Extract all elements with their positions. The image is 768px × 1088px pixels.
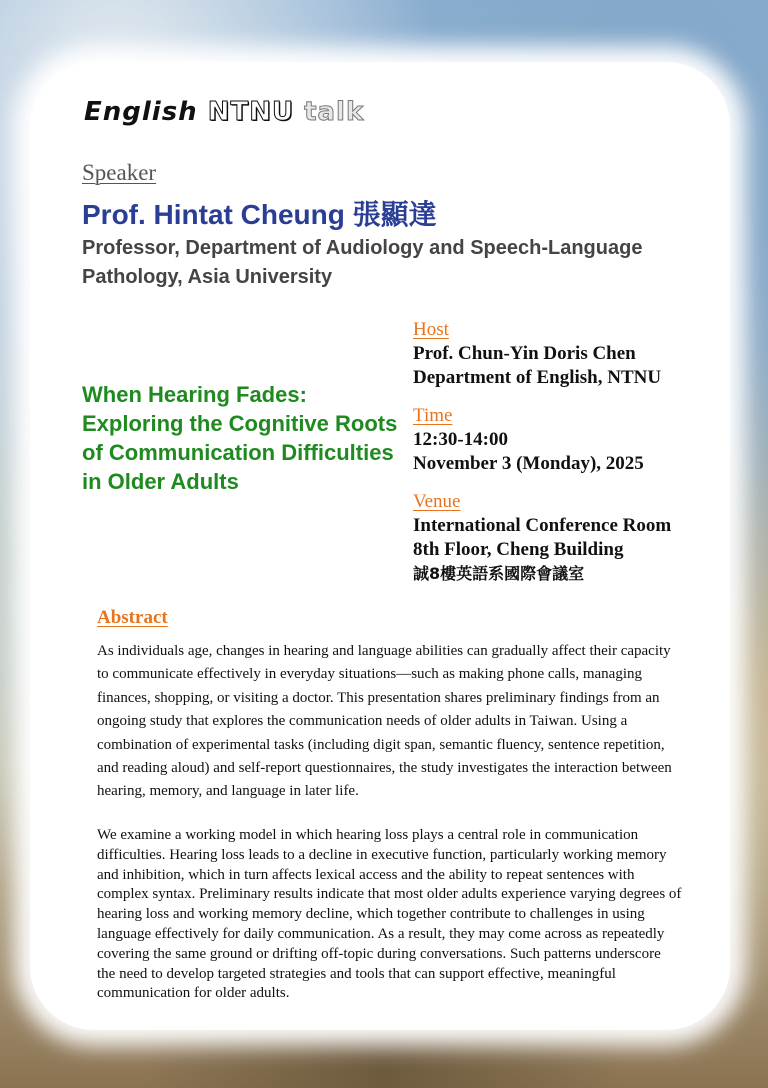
series-logo: [84, 94, 364, 130]
abstract-paragraph-1: As individuals age, changes in hearing and language abilities can gradually affect their capacity to communicate effectively in everyday situations—such as making phone calls, managing finances, shopping, or visiting a doctor. This presentation shares preliminary findings from an ongoing study that explores the communication needs of older adults in Taiwan. Using a combination of experimental tasks (including digit span, semantic fluency, sentence repetition, and reading aloud) and self-report questionnaires, the study investigates the interaction between hearing, memory, and language in later life.: [97, 643, 672, 800]
logo-talk: talk: [304, 97, 365, 127]
venue-label: Venue: [413, 491, 461, 512]
host-label: Host: [413, 319, 449, 340]
host-name: Prof. Chun-Yin Doris Chen: [413, 343, 636, 364]
venue-chinese: 誠8樓英語系國際會議室: [413, 564, 585, 583]
time-section: [413, 404, 733, 476]
logo-ntnu: NTNU: [207, 97, 295, 127]
host-dept: Department of English, NTNU: [413, 367, 662, 388]
speaker-title: Professor, Department of Audiology and Speech-Language Pathology, Asia University: [82, 237, 643, 288]
logo-english: English: [84, 97, 198, 127]
abstract-label: Abstract: [97, 607, 168, 628]
speaker-name: Prof. Hintat Cheung 張顯達: [82, 199, 437, 230]
speaker-label: Speaker: [82, 160, 157, 185]
venue-room: International Conference Room: [413, 515, 672, 536]
venue-section: [413, 490, 733, 586]
time-label: Time: [413, 405, 453, 426]
venue-building: 8th Floor, Cheng Building: [413, 539, 624, 560]
host-section: [413, 318, 733, 390]
time-date: November 3 (Monday), 2025: [413, 453, 644, 474]
time-hours: 12:30-14:00: [413, 429, 508, 450]
abstract-paragraph-2: We examine a working model in which hearing loss plays a central role in communication difficulties. Hearing loss leads to a decline in executive function, particularly working memory and inhibition, which in turn affects lexical access and the ability to repeat sentences with complex syntax. Preliminary results indicate that most older adults experience varying degrees of hearing loss and working memory decline, which together contribute to challenges in using language effectively for daily communication. As a result, they may come across as repeatedly covering the same ground or drifting off-topic during conversations. Such patterns underscore the need to develop targeted strategies and tools that can support effective, meaningful communication for older adults.: [97, 827, 682, 1002]
talk-title: When Hearing Fades: Exploring the Cognitive Roots of Communication Difficulties in Older Adults: [82, 382, 398, 494]
